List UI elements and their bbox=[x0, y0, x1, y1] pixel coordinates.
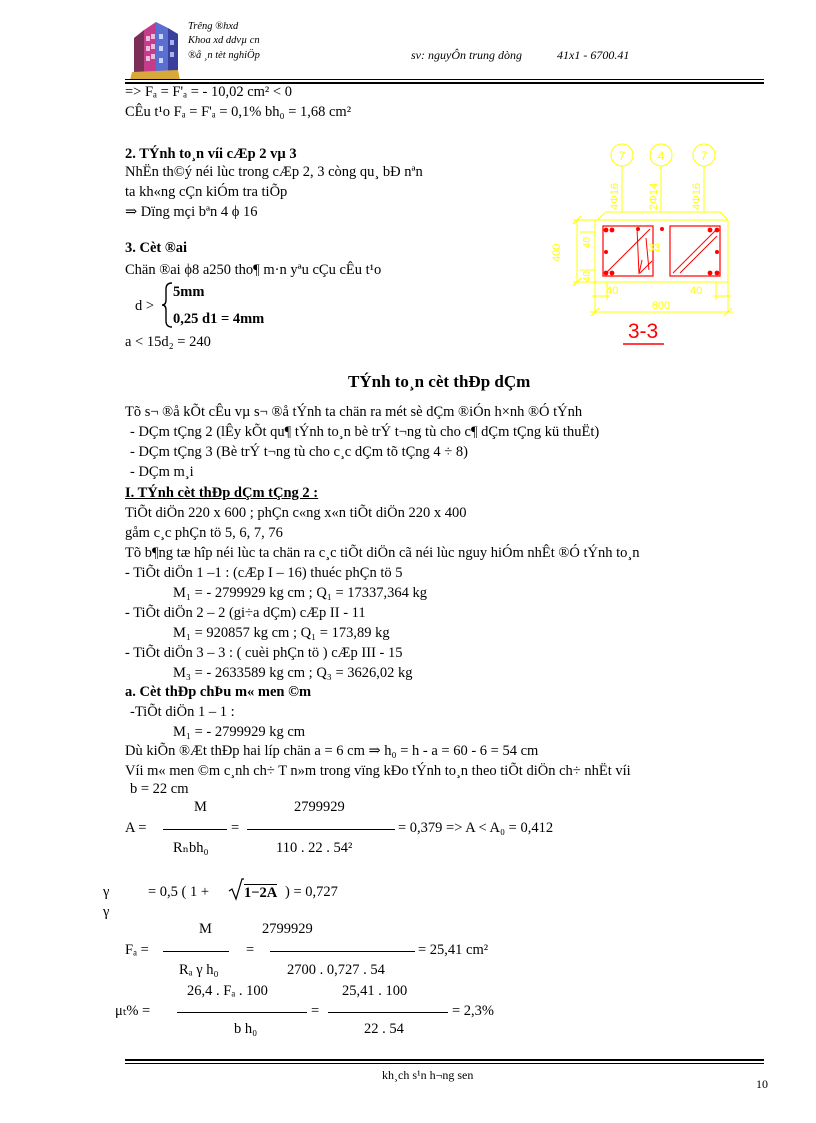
cover-left-label: 40 bbox=[606, 285, 619, 297]
para-1: TiÕt diÖn 220 x 600 ; phÇn c«ng x«n tiÕt diÖn 220 x 400 bbox=[125, 505, 467, 521]
para-3: Tõ b¶ng tæ hîp néi lùc ta chän ra c¸c tiÕt diÖn cã néi lùc nguy hiÓm nhÊt ®Ó tÝnh to¸n bbox=[125, 545, 640, 561]
bubble-right-label: 7 bbox=[700, 149, 708, 163]
formula-mu-lhs: μₜ% = bbox=[115, 1003, 151, 1019]
bar-right-label: 4Φ16 bbox=[691, 182, 703, 210]
section-2-heading: 2. TÝnh to¸n víi cÆp 2 vµ 3 bbox=[125, 146, 297, 162]
curly-brace bbox=[160, 281, 174, 329]
bubble-left-label: 7 bbox=[618, 149, 626, 163]
line-a1: -TiÕt diÖn 1 – 1 : bbox=[130, 704, 235, 720]
subsection-1-heading: I. TÝnh cèt thÐp dÇm tÇng 2 : bbox=[125, 485, 319, 501]
line-a4: Víi m« men ©m c¸nh ch÷ T n»m trong vïng kÐo tÝnh to¸n theo tiÕt diÖn ch÷ nhËt víi bbox=[125, 763, 631, 779]
line-a5: b = 22 cm bbox=[130, 781, 189, 797]
formula-A-den2: 110 . 22 . 54² bbox=[276, 840, 353, 856]
header-student: sv: nguyÔn trung dòng bbox=[411, 48, 522, 62]
formula-mu-num2: 25,41 . 100 bbox=[342, 983, 408, 999]
footer-rule-bottom bbox=[125, 1063, 764, 1064]
gamma-symbol-1: γ bbox=[103, 884, 110, 900]
gamma-result: ) = 0,727 bbox=[285, 884, 338, 900]
formula-Fa-bar2 bbox=[270, 951, 415, 952]
formula-A-bar1 bbox=[163, 829, 227, 830]
formula-mu-result: = 2,3% bbox=[452, 1003, 495, 1019]
page-number: 10 bbox=[756, 1077, 768, 1091]
cover-bottom-label: 40 bbox=[582, 270, 593, 282]
height-label: 400 bbox=[551, 243, 563, 262]
gamma-eq: = 0,5 ( 1 + bbox=[148, 884, 210, 900]
bar-left-label: 4Φ16 bbox=[609, 182, 621, 210]
section-2-line-2: ta kh«ng cÇn kiÓm tra tiÕp bbox=[125, 184, 288, 200]
bullet-2: - DÇm tÇng 3 (Bè trÝ t¬ng tù cho c¸c dÇm tõ tÇng 4 ÷ 8) bbox=[130, 444, 468, 460]
formula-A-num1: M bbox=[194, 799, 207, 815]
section-3-line-1: Chän ®ai ϕ8 a250 tho¶ m·n yªu cÇu cÊu t¹o bbox=[125, 262, 382, 278]
header-school: Trêng ®hxd bbox=[188, 21, 239, 32]
section-1-1-values: M₁ = - 2799929 kg cm ; Q₁ = 17337,364 kg bbox=[173, 585, 428, 601]
section-2-2: - TiÕt diÖn 2 – 2 (gi÷a dÇm) cÆp II - 11 bbox=[125, 605, 366, 621]
top-line-1: => Fₐ = F'ₐ = - 10,02 cm² < 0 bbox=[125, 84, 292, 100]
formula-A-result: = 0,379 => A < A₀ = 0,412 bbox=[398, 820, 554, 836]
section-3-heading: 3. Cèt ®ai bbox=[125, 240, 187, 256]
footer-rule-top bbox=[125, 1059, 764, 1061]
formula-Fa-eq: = bbox=[246, 942, 255, 958]
formula-Fa-bar1 bbox=[163, 951, 229, 952]
section-3-spacing: a < 15d₂ = 240 bbox=[125, 334, 211, 350]
header-rule-top bbox=[125, 79, 764, 80]
formula-Fa-num2: 2799929 bbox=[262, 921, 313, 937]
d-option-1: 5mm bbox=[173, 284, 205, 300]
formula-A-den1: Rₙbh₀ bbox=[173, 840, 209, 856]
bar-mid-label: 2Φ14 bbox=[648, 182, 660, 210]
formula-Fa-result: = 25,41 cm² bbox=[418, 942, 489, 958]
section-2-line-3: ⇒ Dïng mçi bªn 4 ϕ 16 bbox=[125, 204, 258, 220]
formula-mu-num1: 26,4 . Fₐ . 100 bbox=[187, 983, 268, 999]
section-3-3: - TiÕt diÖn 3 – 3 : ( cuèi phÇn tö ) cÆp III - 15 bbox=[125, 645, 403, 661]
formula-A-lhs: A = bbox=[125, 820, 147, 836]
line-a3: Dù kiÕn ®Æt thÐp hai líp chän a = 6 cm ⇒ h₀ = h - a = 60 - 6 = 54 cm bbox=[125, 743, 539, 759]
formula-Fa-lhs: Fₐ = bbox=[125, 942, 149, 958]
bubble-mid-label: 4 bbox=[657, 149, 665, 163]
cover-right-label: 40 bbox=[690, 285, 703, 297]
section-1-1: - TiÕt diÖn 1 –1 : (cÆp I – 16) thuéc phÇn tö 5 bbox=[125, 565, 403, 581]
formula-A-num2: 2799929 bbox=[294, 799, 345, 815]
formula-Fa-den1: Rₐ γ h₀ bbox=[179, 962, 219, 978]
footer-text: kh¸ch s¹n h¬ng sen bbox=[382, 1068, 474, 1082]
cover-top-label: 40 bbox=[582, 236, 593, 248]
formula-A-eq: = bbox=[231, 820, 240, 836]
d-option-2: 0,25 d1 = 4mm bbox=[173, 311, 265, 327]
formula-mu-eq: = bbox=[311, 1003, 320, 1019]
header-faculty: Khoa xd ddvµ cn bbox=[188, 35, 260, 46]
formula-mu-den2: 22 . 54 bbox=[364, 1021, 404, 1037]
bullet-3: - DÇm m¸i bbox=[130, 464, 194, 480]
formula-mu-bar2 bbox=[328, 1012, 448, 1013]
header-class: 41x1 - 6700.41 bbox=[557, 48, 630, 62]
formula-Fa-den2: 2700 . 0,727 . 54 bbox=[287, 962, 385, 978]
bar-mark-label: 33 bbox=[648, 242, 661, 254]
top-line-2: CÊu t¹o Fₐ = F'ₐ = 0,1% bh₀ = 1,68 cm² bbox=[125, 104, 352, 120]
section-2-2-values: M₁ = 920857 kg cm ; Q₁ = 173,89 kg bbox=[173, 625, 390, 641]
section-3-3-values: M₃ = - 2633589 kg cm ; Q₃ = 3626,02 kg bbox=[173, 665, 413, 681]
formula-mu-bar1 bbox=[177, 1012, 307, 1013]
main-title: TÝnh to¸n cèt thÐp dÇm bbox=[348, 372, 531, 391]
sqrt-sign bbox=[228, 877, 244, 901]
header-project: ®å ¸n tèt nghiÖp bbox=[188, 50, 260, 61]
bullet-1: - DÇm tÇng 2 (lÊy kÕt qu¶ tÝnh to¸n bè trÝ t¬ng tù cho c¶ dÇm tÇng kü thuËt) bbox=[130, 424, 600, 440]
formula-A-bar2 bbox=[247, 829, 395, 830]
width-label: 600 bbox=[651, 300, 671, 312]
section-label: 3-3 bbox=[627, 320, 659, 343]
section-3-3-diagram bbox=[540, 140, 765, 355]
d-condition-label: d > bbox=[135, 298, 155, 314]
gamma-symbol-2: γ bbox=[103, 904, 110, 920]
formula-Fa-num1: M bbox=[199, 921, 212, 937]
line-a2: M₁ = - 2799929 kg cm bbox=[173, 724, 306, 740]
building-logo bbox=[130, 16, 182, 80]
para-2: gåm c¸c phÇn tö 5, 6, 7, 76 bbox=[125, 525, 283, 541]
sqrt-radicand: 1−2A bbox=[244, 885, 278, 901]
subsection-a-heading: a. Cèt thÐp chÞu m« men ©m bbox=[125, 684, 312, 700]
section-2-line-1: NhËn th©ý néi lùc trong cÆp 2, 3 còng qu¸ bÐ nªn bbox=[125, 164, 423, 180]
intro-text: Tõ s¬ ®å kÕt cÊu vµ s¬ ®å tÝnh ta chän ra mét sè dÇm ®iÓn h×nh ®Ó tÝnh bbox=[125, 404, 583, 420]
formula-mu-den1: b h₀ bbox=[234, 1021, 258, 1037]
